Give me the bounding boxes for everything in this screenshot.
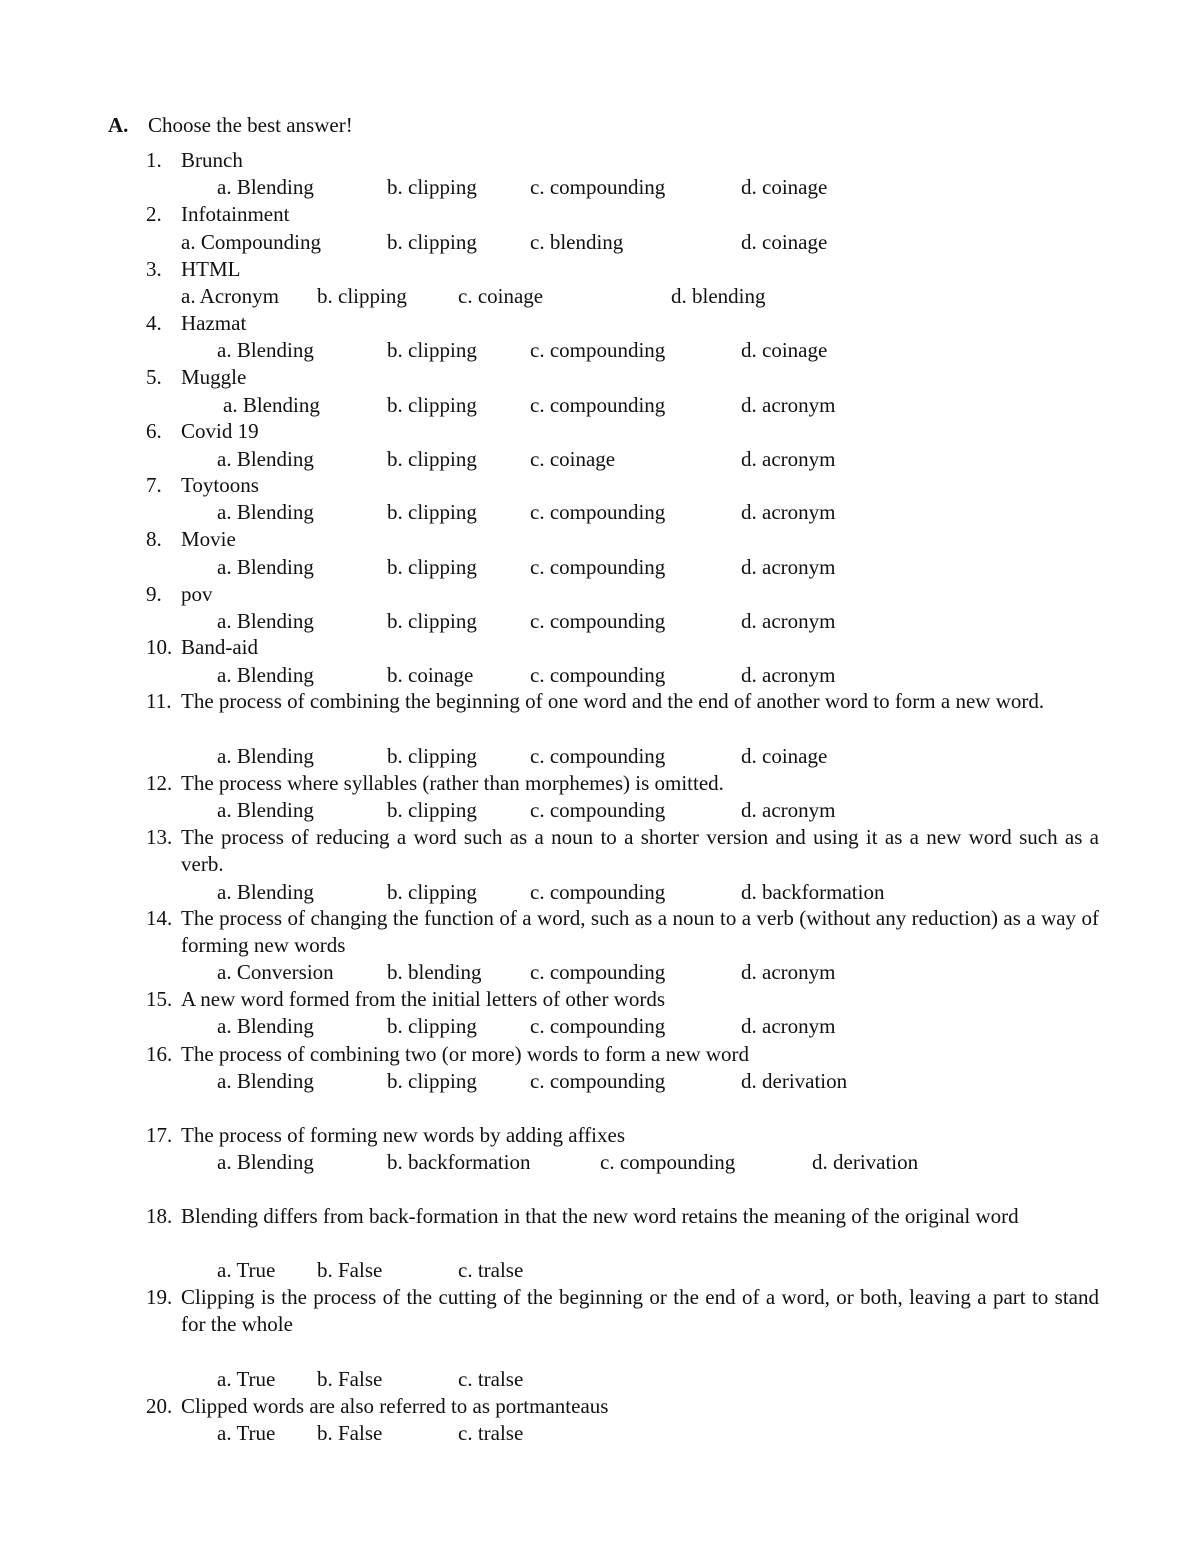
answer-option: d. coinage <box>741 175 828 199</box>
answer-option: c. compounding <box>530 798 666 822</box>
question-text: A new word formed from the initial letters of other words <box>181 987 666 1011</box>
answer-option: c. compounding <box>600 1150 736 1174</box>
answer-option: d. acronym <box>741 663 836 687</box>
answer-option: d. derivation <box>741 1069 848 1093</box>
question-text: HTML <box>181 257 241 281</box>
answer-option: a. Blending <box>217 798 314 822</box>
answer-option: b. coinage <box>387 663 474 687</box>
answer-options <box>0 1420 1200 1447</box>
answer-option: d. coinage <box>741 230 828 254</box>
question-number: 19. <box>146 1285 173 1309</box>
question-text: Clipped words are also referred to as portmanteaus <box>181 1394 609 1418</box>
answer-option: a. Blending <box>217 1069 314 1093</box>
answer-option: d. acronym <box>741 447 836 471</box>
question-number: 6. <box>146 419 162 443</box>
answer-options <box>0 337 1200 364</box>
question-text: Infotainment <box>181 202 290 226</box>
question-number: 15. <box>146 987 173 1011</box>
answer-option: b. clipping <box>387 1069 477 1093</box>
question-text: The process of reducing a word such as a noun to a shorter version and using it as a new word such as a verb. <box>181 825 1099 876</box>
answer-option: b. clipping <box>387 175 477 199</box>
answer-option: d. backformation <box>741 880 885 904</box>
answer-option: d. acronym <box>741 609 836 633</box>
answer-options <box>0 283 1200 310</box>
question-text: pov <box>181 582 213 606</box>
question-text: Movie <box>181 527 236 551</box>
answer-option: b. False <box>317 1367 383 1391</box>
answer-option: b. blending <box>387 960 482 984</box>
answer-option: a. Blending <box>217 500 314 524</box>
answer-options <box>0 229 1200 256</box>
question-text: Band-aid <box>181 635 258 659</box>
answer-option: a. Blending <box>223 393 320 417</box>
question-number: 20. <box>146 1394 173 1418</box>
answer-option: a. True <box>217 1421 276 1445</box>
answer-option: b. clipping <box>387 500 477 524</box>
question-text: Muggle <box>181 365 247 389</box>
answer-option: d. acronym <box>741 500 836 524</box>
question-number: 8. <box>146 527 162 551</box>
answer-option: b. clipping <box>317 284 407 308</box>
answer-options <box>0 392 1200 419</box>
answer-option: c. compounding <box>530 1069 666 1093</box>
answer-option: b. False <box>317 1421 383 1445</box>
answer-option: c. compounding <box>530 175 666 199</box>
answer-option: c. compounding <box>530 393 666 417</box>
question-number: 18. <box>146 1204 173 1228</box>
question-number: 9. <box>146 582 162 606</box>
answer-option: c. compounding <box>530 744 666 768</box>
answer-option: b. clipping <box>387 230 477 254</box>
answer-options <box>0 1149 1200 1176</box>
question-text: The process of combining two (or more) words to form a new word <box>181 1042 750 1066</box>
answer-option: a. Compounding <box>181 230 321 254</box>
answer-option: b. clipping <box>387 338 477 362</box>
answer-options <box>0 608 1200 635</box>
question-text: Blending differs from back-formation in that the new word retains the meaning of the original word <box>181 1204 1019 1228</box>
answer-option: a. Blending <box>217 1150 314 1174</box>
answer-option: c. compounding <box>530 960 666 984</box>
question-text: The process of combining the beginning of one word and the end of another word to form a new word. <box>181 689 1045 713</box>
question-text: The process of changing the function of a word, such as a noun to a verb (without any reduction) as a way of forming new words <box>181 906 1099 957</box>
answer-option: c. tralse <box>458 1367 524 1391</box>
answer-option: c. compounding <box>530 1014 666 1038</box>
answer-option: c. compounding <box>530 500 666 524</box>
answer-option: c. coinage <box>530 447 616 471</box>
answer-option: a. True <box>217 1258 276 1282</box>
section-heading <box>108 112 353 139</box>
question-number: 13. <box>146 825 173 849</box>
answer-option: b. clipping <box>387 555 477 579</box>
answer-option: c. compounding <box>530 338 666 362</box>
question-number: 7. <box>146 473 162 497</box>
answer-option: c. compounding <box>530 663 666 687</box>
question-number: 16. <box>146 1042 173 1066</box>
answer-option: c. compounding <box>530 880 666 904</box>
answer-option: a. Blending <box>217 744 314 768</box>
answer-option: c. blending <box>530 230 624 254</box>
answer-option: d. acronym <box>741 393 836 417</box>
answer-option: b. clipping <box>387 393 477 417</box>
answer-options <box>0 1366 1200 1393</box>
answer-option: d. derivation <box>812 1150 919 1174</box>
answer-options <box>0 499 1200 526</box>
answer-option: d. acronym <box>741 555 836 579</box>
answer-option: a. Blending <box>217 555 314 579</box>
answer-option: a. Blending <box>217 663 314 687</box>
answer-option: b. clipping <box>387 1014 477 1038</box>
answer-option: b. False <box>317 1258 383 1282</box>
answer-options <box>0 1068 1200 1095</box>
question-number: 5. <box>146 365 162 389</box>
answer-option: b. clipping <box>387 798 477 822</box>
answer-options <box>0 1013 1200 1040</box>
question-text: Covid 19 <box>181 419 259 443</box>
answer-option: a. Blending <box>217 447 314 471</box>
answer-option: d. acronym <box>741 960 836 984</box>
section-instruction: Choose the best answer! <box>148 113 353 137</box>
answer-option: d. acronym <box>741 798 836 822</box>
answer-option: d. acronym <box>741 1014 836 1038</box>
question-text: The process where syllables (rather than morphemes) is omitted. <box>181 771 724 795</box>
question-text: Hazmat <box>181 311 247 335</box>
answer-options <box>0 879 1200 906</box>
answer-option: a. Acronym <box>181 284 279 308</box>
question-number: 14. <box>146 906 173 930</box>
question-number: 11. <box>146 689 172 713</box>
answer-option: c. coinage <box>458 284 544 308</box>
answer-option: d. coinage <box>741 744 828 768</box>
answer-options <box>0 743 1200 770</box>
answer-option: c. tralse <box>458 1258 524 1282</box>
answer-option: c. compounding <box>530 555 666 579</box>
answer-option: d. blending <box>671 284 766 308</box>
answer-option: b. backformation <box>387 1150 531 1174</box>
answer-options <box>0 797 1200 824</box>
answer-option: a. Blending <box>217 880 314 904</box>
question-text: Clipping is the process of the cutting of the beginning or the end of a word, or both, leaving a part to stand for the whole <box>181 1285 1099 1336</box>
answer-option: a. Blending <box>217 1014 314 1038</box>
question-text: Toytoons <box>181 473 259 497</box>
question-number: 2. <box>146 202 162 226</box>
answer-option: a. Conversion <box>217 960 334 984</box>
answer-options <box>0 446 1200 473</box>
question-number: 12. <box>146 771 173 795</box>
answer-options <box>0 662 1200 689</box>
answer-option: b. clipping <box>387 447 477 471</box>
answer-option: b. clipping <box>387 609 477 633</box>
answer-option: a. True <box>217 1367 276 1391</box>
question-text: Brunch <box>181 148 243 172</box>
question-number: 10. <box>146 635 173 659</box>
question-number: 3. <box>146 257 162 281</box>
answer-option: d. coinage <box>741 338 828 362</box>
section-letter: A. <box>108 113 129 137</box>
answer-option: b. clipping <box>387 744 477 768</box>
answer-option: c. compounding <box>530 609 666 633</box>
question-number: 17. <box>146 1123 173 1147</box>
answer-options <box>0 1257 1200 1284</box>
answer-option: c. tralse <box>458 1421 524 1445</box>
answer-options <box>0 959 1200 986</box>
question-number: 1. <box>146 148 162 172</box>
question-number: 4. <box>146 311 162 335</box>
question-text: The process of forming new words by adding affixes <box>181 1123 626 1147</box>
answer-options <box>0 174 1200 201</box>
answer-option: a. Blending <box>217 175 314 199</box>
answer-option: a. Blending <box>217 338 314 362</box>
answer-option: a. Blending <box>217 609 314 633</box>
answer-option: b. clipping <box>387 880 477 904</box>
answer-options <box>0 554 1200 581</box>
